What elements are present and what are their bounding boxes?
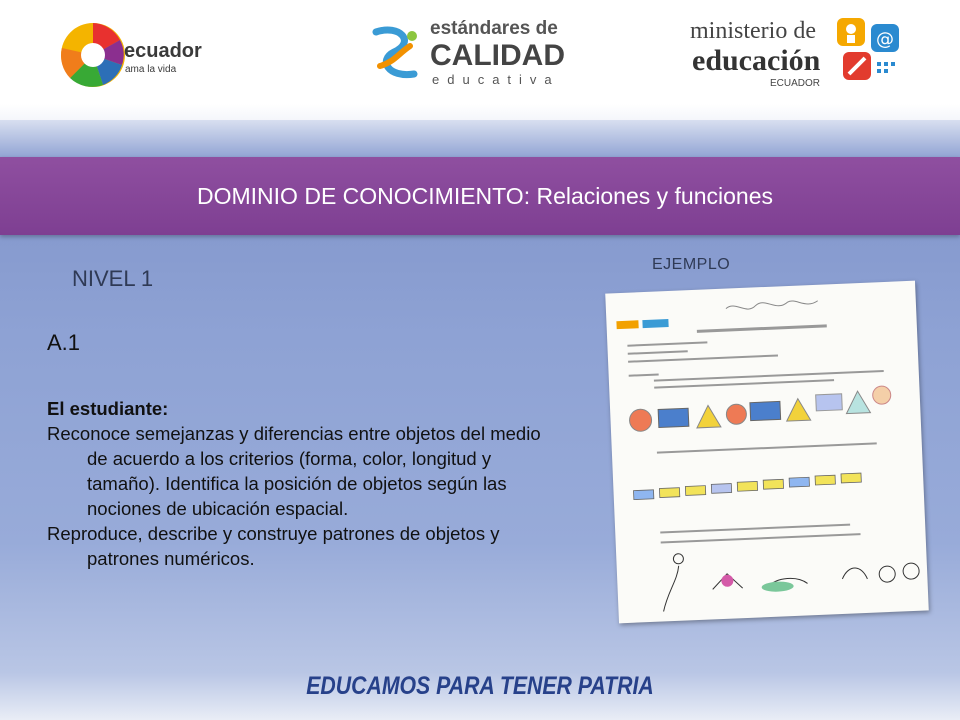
standard-code: A.1 (47, 330, 81, 355)
ministerio-line1: ministerio de (690, 18, 816, 44)
ecuador-logo-name: ecuador (124, 40, 202, 62)
example-label: EJEMPLO (652, 256, 731, 273)
domain-banner (0, 157, 960, 235)
ministerio-line3: ECUADOR (770, 78, 821, 89)
standard-description (47, 396, 547, 571)
domain-title: DOMINIO DE CONOCIMIENTO: Relaciones y funciones (197, 183, 773, 209)
standard-item: Reproduce, describe y construye patrones de objetos y patrones numéricos. (47, 523, 500, 569)
standard-item: Reconoce semejanzas y diferencias entre objetos del medio de acuerdo a los criterios (forma, color, longitud y tamaño). Identifica la posición de objetos según las nociones de ubicación espacial. (47, 423, 541, 519)
estandares-line3: educativa (432, 72, 560, 87)
ecuador-sun-icon (58, 20, 128, 90)
footer-slogan: EDUCAMOS PARA TENER PATRIA (306, 672, 654, 700)
ecuador-logo-tagline: ama la vida (125, 64, 177, 75)
ministerio-line2: educación (692, 44, 821, 77)
example-worksheet-image (605, 281, 929, 624)
ministerio-icons (835, 16, 905, 86)
ecuador-logo (58, 20, 258, 90)
ministerio-logo (690, 14, 905, 94)
level-label: NIVEL 1 (72, 266, 154, 291)
estandares-line1: estándares de (430, 18, 558, 39)
header-shadow (0, 120, 960, 160)
standard-lead: El estudiante: (47, 398, 169, 419)
estandares-swirl-icon (370, 22, 422, 84)
worksheet-illustration (605, 281, 929, 624)
svg-text:@: @ (876, 29, 894, 50)
estandares-line2: CALIDAD (430, 39, 565, 72)
estandares-logo (370, 14, 570, 94)
